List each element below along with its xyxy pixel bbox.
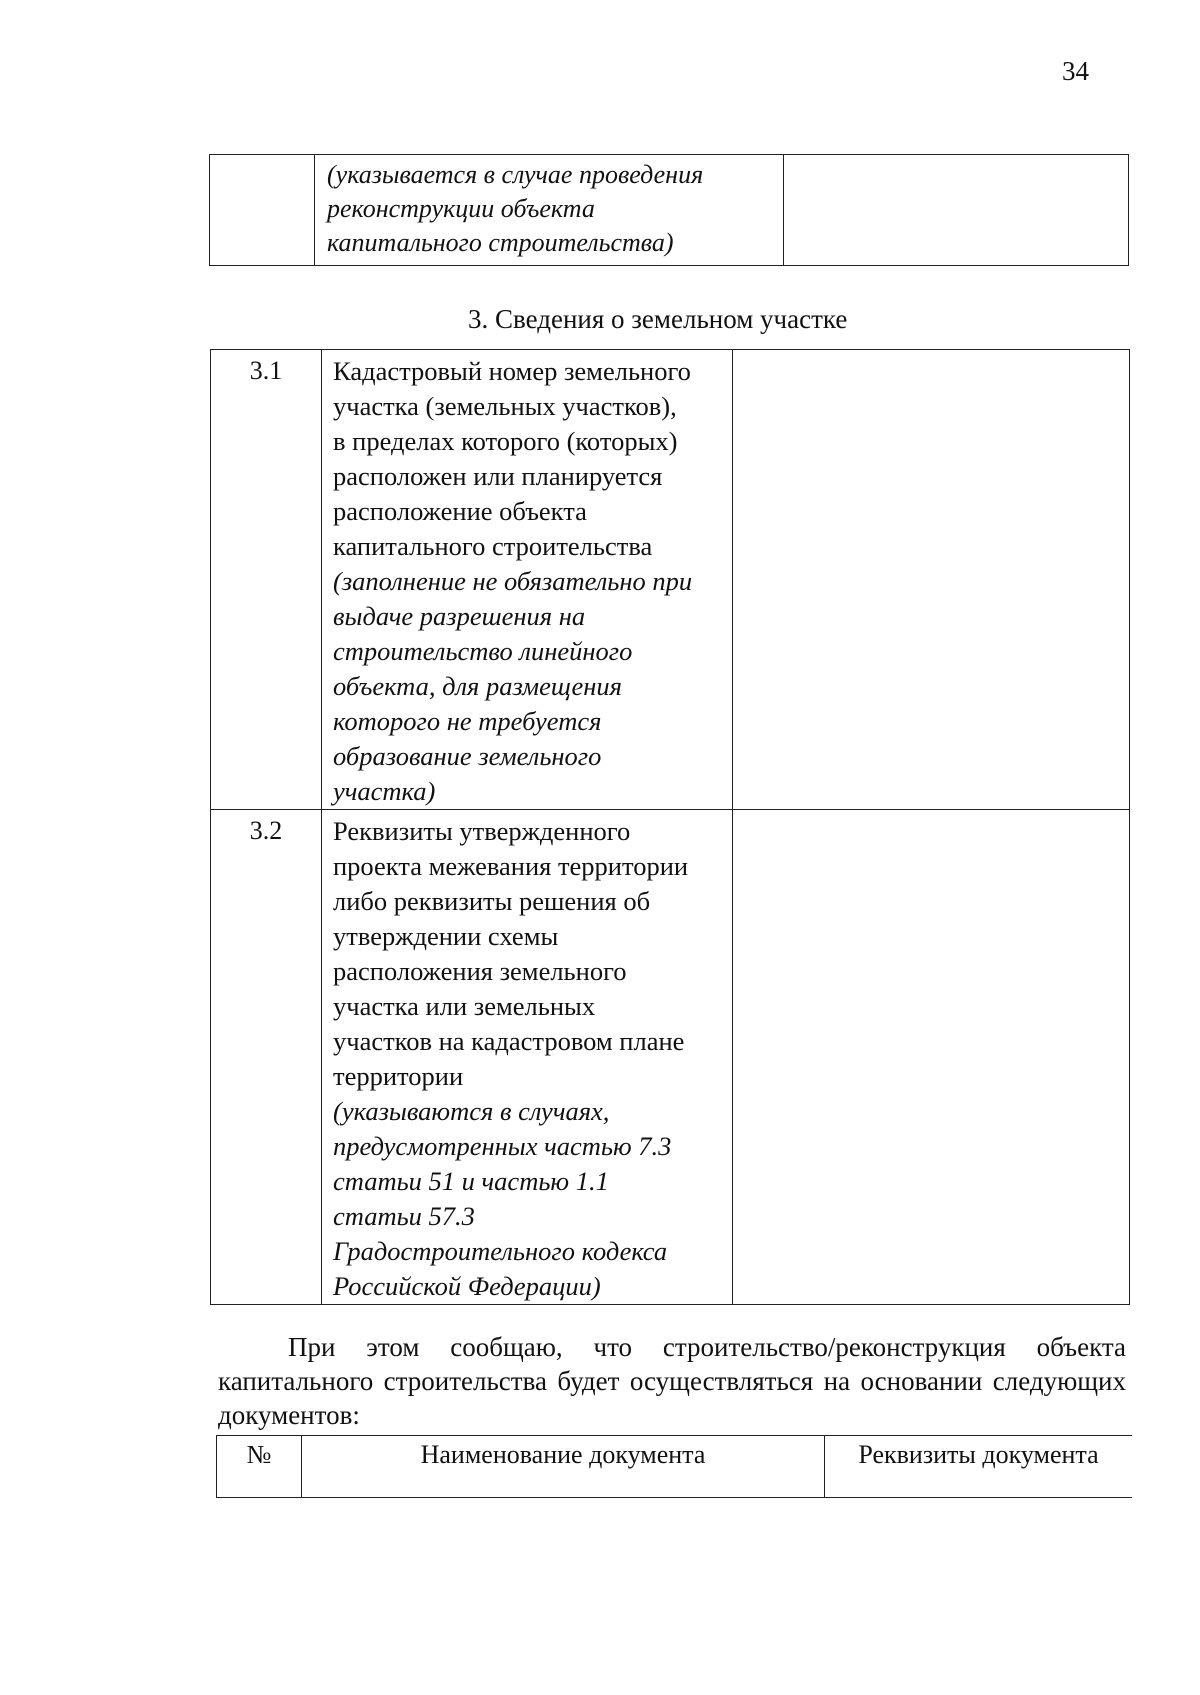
note-line: участка): [333, 776, 436, 806]
section-title: 3. Сведения о земельном участке: [468, 304, 848, 334]
table-row: [211, 810, 1130, 1305]
note-line: статьи 51 и частью 1.1: [333, 1166, 609, 1196]
description-line: расположения земельного: [333, 956, 627, 986]
note-line: образование земельного: [333, 741, 602, 771]
row-value-cell[interactable]: [784, 155, 1129, 266]
description-line: утверждении схемы: [333, 921, 559, 951]
note-line: Российской Федерации): [333, 1271, 601, 1301]
note-line: объекта, для размещения: [333, 671, 622, 701]
description-line: проекта межевания территории: [333, 851, 689, 881]
note-line: которого не требуется: [333, 706, 602, 736]
description-line: Кадастровый номер земельного: [333, 356, 691, 386]
row-number: 3.2: [249, 816, 283, 845]
description-line: Реквизиты утвержденного: [333, 816, 631, 846]
land-plot-table: [210, 349, 1130, 1305]
row-description-cell: [322, 350, 733, 810]
reconstruction-table: [209, 154, 1129, 266]
description-line: участка или земельных: [333, 991, 596, 1021]
note-line: (указываются в случаях,: [333, 1096, 610, 1126]
note-line: выдаче разрешения на: [333, 601, 586, 631]
table-row: [210, 155, 1129, 266]
description-line: либо реквизиты решения об: [333, 886, 651, 916]
page-number: 34: [1062, 56, 1089, 86]
column-header-document-details: Реквизиты документа: [825, 1436, 1133, 1498]
row-number: 3.1: [249, 356, 283, 385]
description-line: (указывается в случае проведения: [327, 160, 704, 189]
column-header-document-name: Наименование документа: [302, 1436, 825, 1498]
row-value-cell[interactable]: [733, 810, 1130, 1305]
description-line: расположен или планируется: [333, 461, 663, 491]
description-line: участков на кадастровом плане: [333, 1026, 685, 1056]
note-line: статьи 57.3: [333, 1201, 475, 1231]
note-line: строительство линейного: [333, 636, 633, 666]
row-number-cell: [211, 350, 322, 810]
row-description-cell: [322, 810, 733, 1305]
description-line: реконструкции объекта: [327, 194, 595, 223]
row-number-cell: [210, 155, 315, 266]
description-line: территории: [333, 1061, 464, 1091]
table-row: [211, 350, 1130, 810]
description-line: в пределах которого (которых): [333, 426, 678, 456]
documents-table: [216, 1435, 1132, 1498]
description-line: капитального строительства: [333, 531, 653, 561]
documents-intro-paragraph: При этом сообщаю, что строительство/реконструкция объекта капитального строительства будет осуществляться на основании следующих документов:: [218, 1332, 1126, 1430]
description-line: расположение объекта: [333, 496, 587, 526]
row-description-cell: [315, 155, 784, 266]
row-number-cell: [211, 810, 322, 1305]
description-line: капитального строительства): [327, 228, 674, 257]
table-header-row: [217, 1436, 1133, 1498]
row-value-cell[interactable]: [733, 350, 1130, 810]
description-line: участка (земельных участков),: [333, 391, 677, 421]
column-header-number: №: [217, 1436, 302, 1498]
note-line: предусмотренных частью 7.3: [333, 1131, 672, 1161]
note-line: (заполнение не обязательно при: [333, 566, 693, 596]
note-line: Градостроительного кодекса: [333, 1236, 668, 1266]
